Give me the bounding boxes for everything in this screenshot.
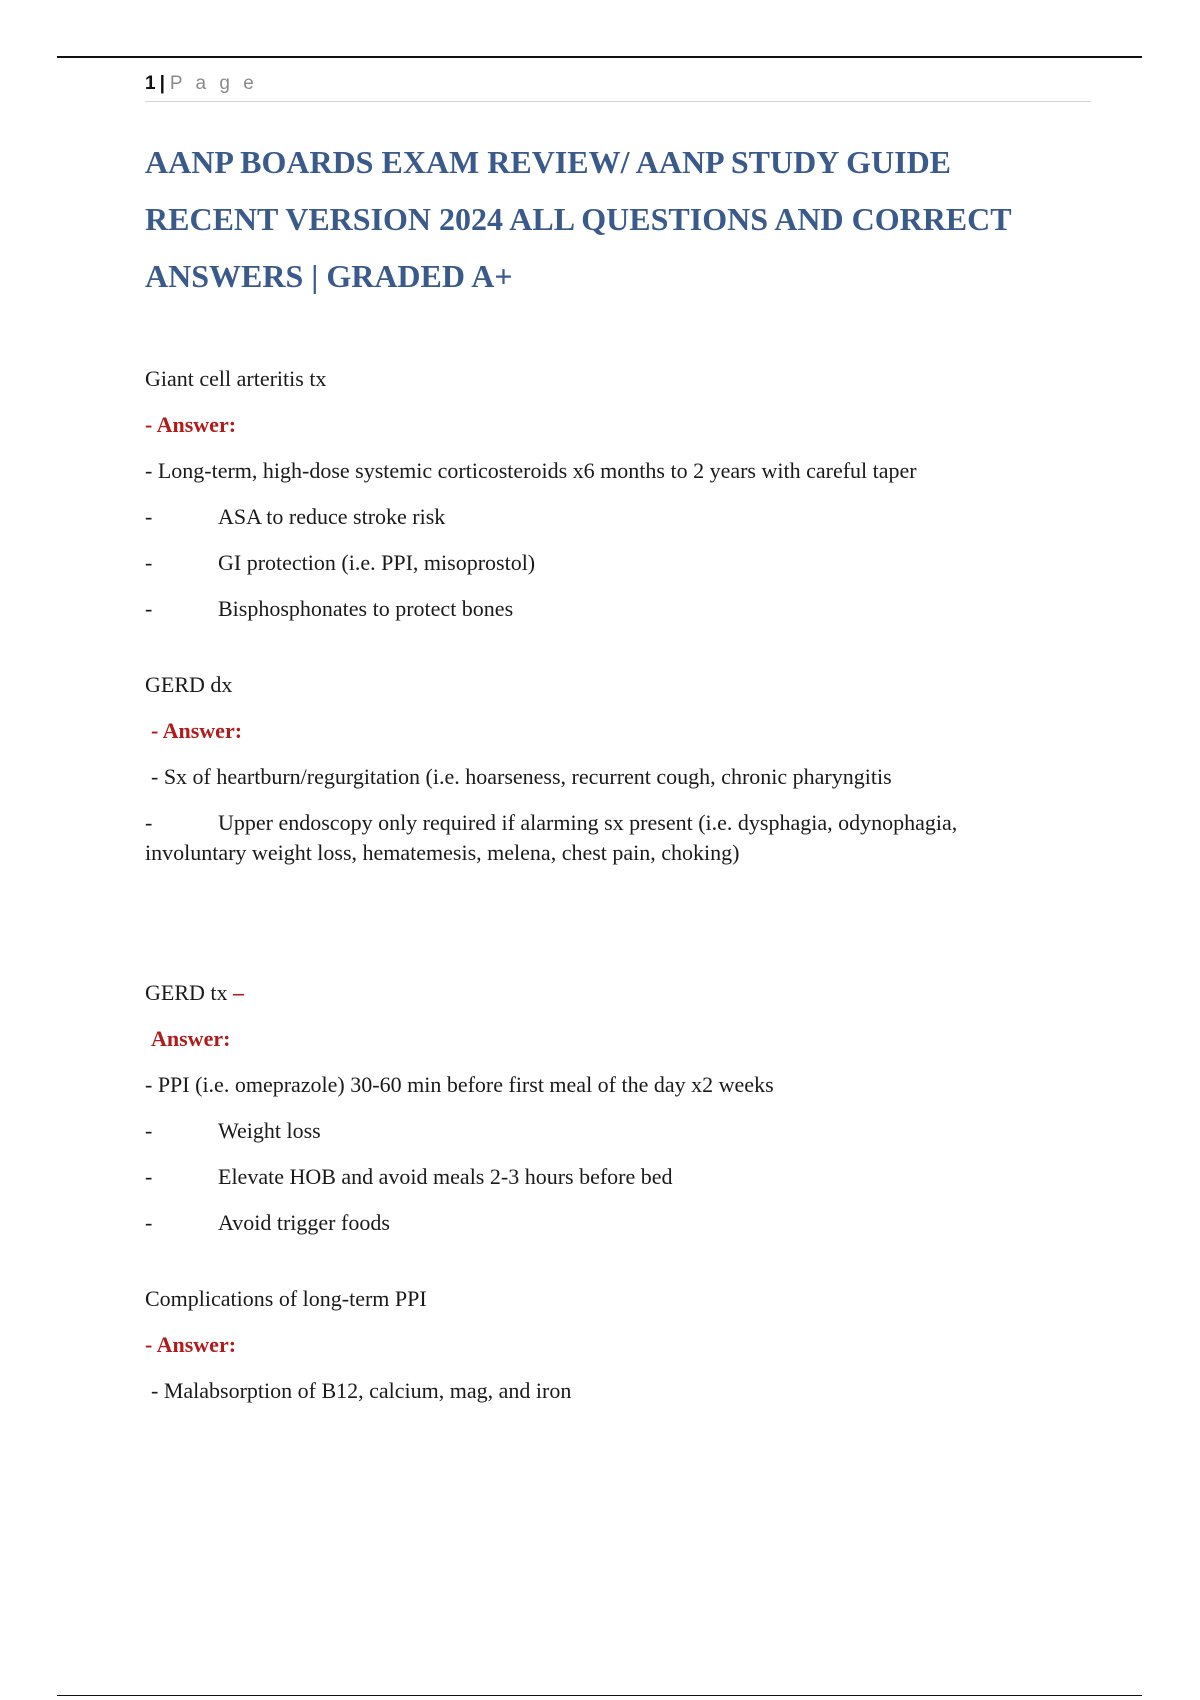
bullet-text: ASA to reduce stroke risk [218, 504, 446, 529]
answer-label: Answer: [151, 1026, 231, 1051]
answer-label: - Answer: [145, 412, 237, 437]
bullet-text: GI protection (i.e. PPI, misoprostol) [218, 550, 536, 575]
question-giant-cell-arteritis: Giant cell arteritis tx [145, 366, 327, 391]
bottom-rule [57, 1695, 1142, 1696]
bullet-text: Avoid trigger foods [218, 1210, 390, 1235]
document-title [145, 134, 1105, 305]
answer-label: - Answer: [145, 1332, 237, 1357]
bullet-item [145, 594, 1065, 624]
bullet-item [145, 1162, 1065, 1192]
bullet-dash: - [145, 504, 153, 529]
page-separator: | [159, 73, 165, 94]
bullet-text: Bisphosphonates to protect bones [218, 596, 514, 621]
title-line-1: AANP BOARDS EXAM REVIEW/ AANP STUDY GUIDE [145, 144, 952, 180]
title-line-3: ANSWERS | GRADED A+ [145, 258, 513, 294]
question-gerd-tx [145, 978, 1065, 1008]
bullet-text: Elevate HOB and avoid meals 2-3 hours before bed [218, 1164, 673, 1189]
bullet-item-wrapped [145, 808, 1065, 868]
bullet-text-continuation: involuntary weight loss, hematemesis, melena, chest pain, choking) [145, 840, 740, 865]
document-body [145, 364, 1065, 1422]
bullet-item [145, 548, 1065, 578]
bullet-dash: - [145, 596, 153, 621]
answer-label: - Answer: [151, 718, 243, 743]
page-word: P a g e [169, 73, 258, 94]
bullet-text: Upper endoscopy only required if alarming sx present (i.e. dysphagia, odynophagia, [218, 810, 958, 835]
bullet-item [145, 1208, 1065, 1238]
question-gerd-dx: GERD dx [145, 672, 233, 697]
bullet-dash: - [145, 550, 153, 575]
bullet-dash: - [145, 1118, 153, 1143]
bullet-text: Weight loss [218, 1118, 321, 1143]
bullet-item [145, 502, 1065, 532]
answer-lead: - Sx of heartburn/regurgitation (i.e. hoarseness, recurrent cough, chronic pharyngitis [151, 764, 892, 789]
question-text: GERD tx [145, 980, 228, 1005]
answer-lead: - Long-term, high-dose systemic corticosteroids x6 months to 2 years with careful taper [145, 458, 917, 483]
bullet-dash: - [145, 810, 153, 835]
bullet-dash: - [145, 1210, 153, 1235]
top-rule [57, 56, 1142, 58]
answer-lead: - PPI (i.e. omeprazole) 30-60 min before first meal of the day x2 weeks [145, 1072, 774, 1097]
bullet-item [145, 1116, 1065, 1146]
bullet-dash: - [145, 1164, 153, 1189]
title-line-2: RECENT VERSION 2024 ALL QUESTIONS AND CORRECT [145, 201, 1012, 237]
page-number: 1 [145, 73, 156, 94]
page-header [145, 73, 1091, 102]
question-dash: – [233, 980, 244, 1005]
question-ppi-complications: Complications of long-term PPI [145, 1286, 427, 1311]
answer-lead: - Malabsorption of B12, calcium, mag, and iron [151, 1378, 572, 1403]
